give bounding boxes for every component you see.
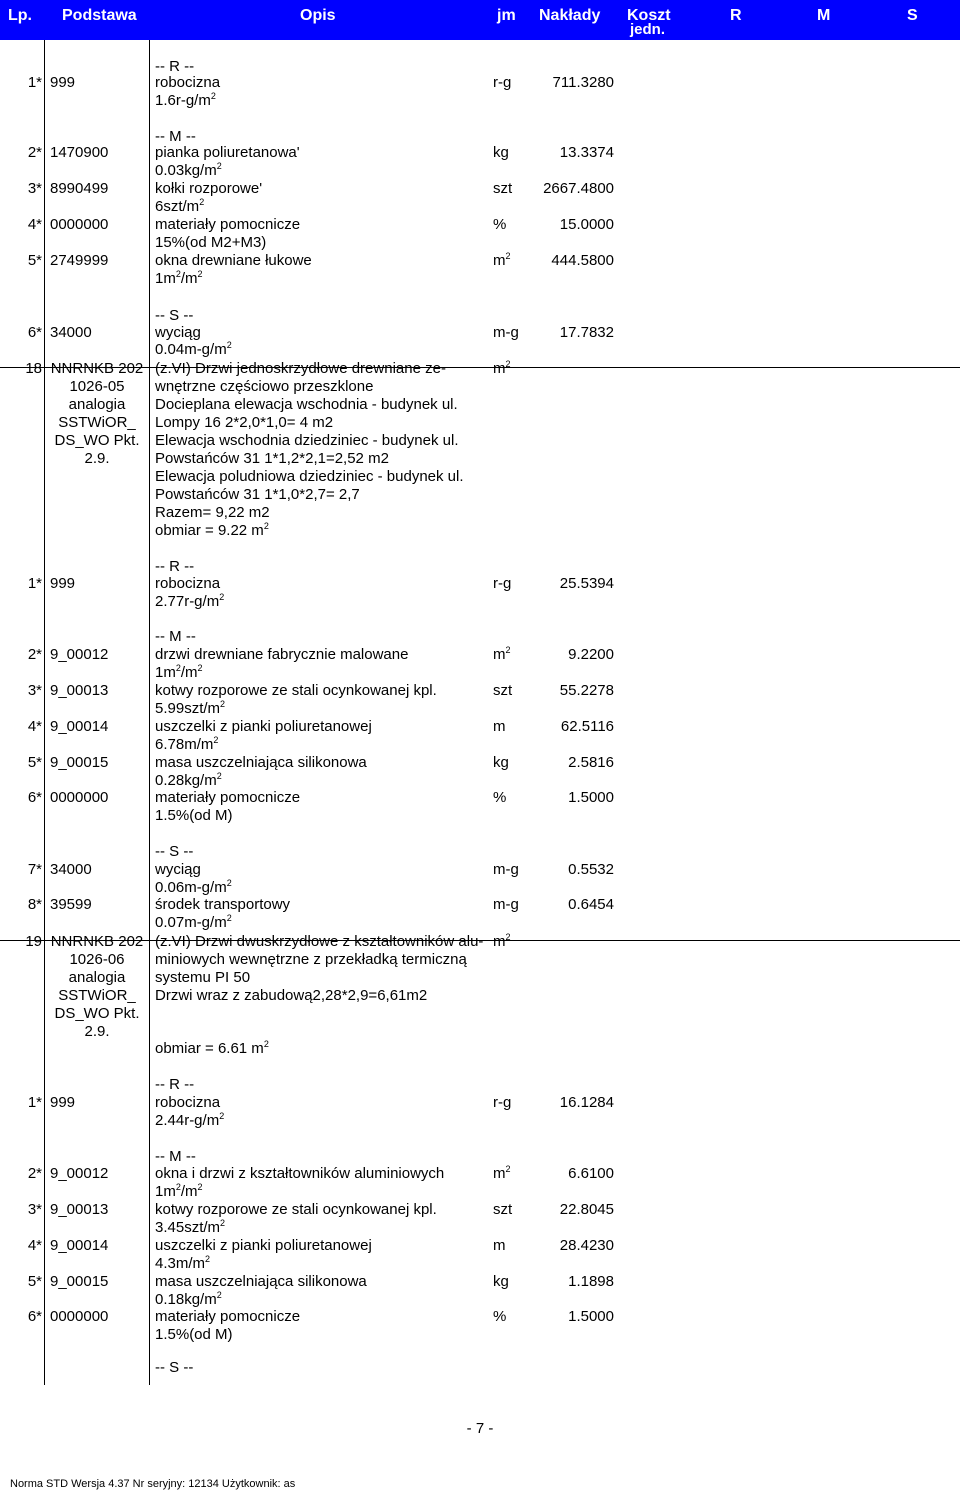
footer-info: Norma STD Wersja 4.37 Nr seryjny: 12134 Użytkownik: as bbox=[10, 1478, 296, 1490]
cell-lp: 2* bbox=[27, 646, 42, 663]
cell-jm: kg bbox=[493, 1273, 509, 1290]
cell-lp: 19 bbox=[25, 933, 42, 950]
cell-jm: m-g bbox=[493, 861, 519, 878]
cell-opis: -- R -- bbox=[155, 58, 195, 75]
cell-naklady: 1.5000 bbox=[568, 1308, 614, 1325]
cell-lp: 7* bbox=[27, 861, 42, 878]
cell-podstawa: 9_00015 bbox=[50, 1273, 109, 1290]
cell-lp: 2* bbox=[27, 1165, 42, 1182]
cell-opis: -- S -- bbox=[155, 307, 194, 324]
cell-naklady: 1.5000 bbox=[568, 789, 614, 806]
cell-podstawa: 9_00013 bbox=[50, 1201, 109, 1218]
cell-jm: szt bbox=[493, 180, 513, 197]
cell-opis: $6.78m/m^2$ bbox=[155, 735, 219, 753]
cell-jm: $m^2$ bbox=[493, 359, 511, 377]
cell-opis: -- M -- bbox=[155, 628, 196, 645]
cell-opis: -- M -- bbox=[155, 1148, 196, 1165]
cell-naklady: 0.6454 bbox=[568, 896, 614, 913]
cell-opis: (z.VI) Drzwi dwuskrzydłowe z kształtowników alu- bbox=[155, 933, 484, 950]
cell-podstawa: 39599 bbox=[50, 896, 92, 913]
cell-lp: 3* bbox=[27, 682, 42, 699]
cell-opis: Docieplana elewacja wschodnia - budynek ul. bbox=[155, 396, 458, 413]
cell-opis: robocizna bbox=[155, 74, 221, 91]
cell-podstawa: 34000 bbox=[50, 861, 92, 878]
cell-naklady: 17.7832 bbox=[559, 324, 614, 341]
cell-opis: wnętrzne częściowo przeszklone bbox=[155, 378, 374, 395]
header-jm: jm bbox=[497, 7, 516, 24]
page-number: - 7 - bbox=[466, 1420, 494, 1437]
cell-lp: 2* bbox=[27, 144, 42, 161]
cell-opis: 1.5%(od M) bbox=[155, 807, 233, 824]
cell-opis: materiały pomocnicze bbox=[155, 789, 301, 806]
cell-opis: -- R -- bbox=[155, 558, 195, 575]
cell-opis: wyciąg bbox=[155, 324, 201, 341]
cell-podstawa: SSTWiOR_ bbox=[58, 414, 136, 431]
cell-jm: $m^2$ bbox=[493, 645, 511, 663]
cell-opis: Powstańców 31 1*1,2*2,1=2,52 m2 bbox=[155, 450, 389, 467]
cell-podstawa: 0000000 bbox=[50, 789, 109, 806]
cell-naklady: 444.5800 bbox=[551, 252, 614, 269]
cell-jm: % bbox=[493, 1308, 507, 1325]
cell-podstawa: 9_00015 bbox=[50, 754, 109, 771]
cell-jm: m-g bbox=[493, 896, 519, 913]
cell-lp: 6* bbox=[27, 324, 42, 341]
cell-podstawa: 1026-06 bbox=[69, 951, 125, 968]
cell-opis: -- R -- bbox=[155, 1076, 195, 1093]
header-r: R bbox=[730, 7, 742, 24]
cell-opis: kotwy rozporowe ze stali ocynkowanej kpl. bbox=[155, 682, 437, 699]
cell-opis: masa uszczelniająca silikonowa bbox=[155, 1273, 367, 1290]
cell-podstawa: 2.9. bbox=[84, 1023, 110, 1040]
cell-opis: $1m^2/m^2$ bbox=[155, 663, 203, 681]
cell-naklady: 16.1284 bbox=[559, 1094, 614, 1111]
cell-jm: szt bbox=[493, 1201, 513, 1218]
cell-opis: $0.06m-g/m^2$ bbox=[155, 878, 232, 896]
cell-podstawa: 1470900 bbox=[50, 144, 109, 161]
cell-opis: -- M -- bbox=[155, 128, 196, 145]
cell-lp: 5* bbox=[27, 1273, 42, 1290]
cell-podstawa: 9_00012 bbox=[50, 1165, 109, 1182]
cell-jm: m bbox=[493, 718, 506, 735]
cell-podstawa: 8990499 bbox=[50, 180, 109, 197]
cell-naklady: 25.5394 bbox=[559, 575, 614, 592]
cell-naklady: 15.0000 bbox=[559, 216, 614, 233]
header-naklady: Nakłady bbox=[539, 7, 601, 24]
cell-lp: 6* bbox=[27, 1308, 42, 1325]
cell-podstawa: 0000000 bbox=[50, 216, 109, 233]
cell-podstawa: analogia bbox=[68, 969, 126, 986]
cell-opis: wyciąg bbox=[155, 861, 201, 878]
cell-opis: Powstańców 31 1*1,0*2,7= 2,7 bbox=[155, 486, 360, 503]
cell-opis: $0.03kg/m^2$ bbox=[155, 161, 222, 179]
cell-opis: $4.3m/m^2$ bbox=[155, 1254, 211, 1272]
cell-naklady: 9.2200 bbox=[568, 646, 614, 663]
cell-jm: m-g bbox=[493, 324, 519, 341]
cell-naklady: 711.3280 bbox=[552, 74, 614, 91]
cell-jm: kg bbox=[493, 144, 509, 161]
cell-jm: $m^2$ bbox=[493, 1164, 511, 1182]
cell-lp: 1* bbox=[27, 575, 42, 592]
cell-opis: -- S -- bbox=[155, 1359, 194, 1376]
cell-podstawa: 2749999 bbox=[50, 252, 109, 269]
cell-podstawa: 999 bbox=[50, 74, 76, 91]
cell-opis: Razem= 9,22 m2 bbox=[155, 504, 270, 521]
cell-podstawa: 1026-05 bbox=[69, 378, 125, 395]
cell-opis: -- S -- bbox=[155, 843, 194, 860]
cell-jm: m bbox=[493, 1237, 506, 1254]
cell-opis: uszczelki z pianki poliuretanowej bbox=[155, 718, 372, 735]
cell-opis: 1.5%(od M) bbox=[155, 1326, 233, 1343]
cell-opis: środek transportowy bbox=[155, 896, 291, 913]
cell-jm: r-g bbox=[493, 575, 512, 592]
cell-jm: % bbox=[493, 216, 507, 233]
cell-opis: systemu PI 50 bbox=[155, 969, 251, 986]
cell-opis: $1.6r-g/m^2$ bbox=[155, 91, 216, 109]
cell-opis: Lompy 16 2*2,0*1,0= 4 m2 bbox=[155, 414, 334, 431]
cell-opis: uszczelki z pianki poliuretanowej bbox=[155, 1237, 372, 1254]
cell-opis: $0.28kg/m^2$ bbox=[155, 771, 222, 789]
cell-lp: 6* bbox=[27, 789, 42, 806]
cell-podstawa: 2.9. bbox=[84, 450, 110, 467]
cell-lp: 5* bbox=[27, 252, 42, 269]
cell-jm: $m^2$ bbox=[493, 251, 511, 269]
cell-opis: Elewacja wschodnia dziedziniec - budynek ul. bbox=[155, 432, 459, 449]
cell-lp: 1* bbox=[27, 1094, 42, 1111]
header-m: M bbox=[817, 7, 831, 24]
cell-podstawa: 9_00014 bbox=[50, 1237, 109, 1254]
cell-opis: $0.18kg/m^2$ bbox=[155, 1290, 222, 1308]
cell-podstawa: 999 bbox=[50, 1094, 76, 1111]
cell-podstawa: 999 bbox=[50, 575, 76, 592]
cell-naklady: 13.3374 bbox=[559, 144, 614, 161]
cell-opis: Drzwi wraz z zabudową2,28*2,9=6,61m2 bbox=[155, 987, 428, 1004]
cell-naklady: 28.4230 bbox=[559, 1237, 614, 1254]
cell-lp: 18 bbox=[25, 360, 42, 377]
cell-opis: $2.44r-g/m^2$ bbox=[155, 1111, 225, 1129]
cell-opis: obmiar = 6.61 $m^2$ bbox=[155, 1039, 269, 1057]
cell-naklady: 62.5116 bbox=[560, 718, 614, 735]
cell-opis: okna drewniane łukowe bbox=[155, 252, 312, 269]
cell-opis: miniowych wewnętrzne z przekładką termiczną bbox=[155, 951, 467, 968]
cell-lp: 8* bbox=[27, 896, 42, 913]
cell-opis: materiały pomocnicze bbox=[155, 1308, 301, 1325]
cell-lp: 4* bbox=[27, 216, 42, 233]
cell-jm: kg bbox=[493, 754, 509, 771]
cell-lp: 3* bbox=[27, 1201, 42, 1218]
cell-opis: $0.04m-g/m^2$ bbox=[155, 340, 232, 358]
cell-podstawa: DS_WO Pkt. bbox=[54, 1005, 140, 1022]
cell-opis: $1m^2/m^2$ bbox=[155, 269, 203, 287]
table-header bbox=[0, 0, 960, 40]
cell-opis: drzwi drewniane fabrycznie malowane bbox=[155, 646, 409, 663]
cell-opis: materiały pomocnicze bbox=[155, 216, 301, 233]
cell-lp: 5* bbox=[27, 754, 42, 771]
cell-lp: 3* bbox=[27, 180, 42, 197]
cell-jm: $m^2$ bbox=[493, 932, 511, 950]
cell-podstawa: DS_WO Pkt. bbox=[54, 432, 140, 449]
cell-naklady: 0.5532 bbox=[568, 861, 614, 878]
cell-naklady: 2667.4800 bbox=[543, 180, 614, 197]
header-lp: Lp. bbox=[8, 7, 32, 24]
cell-opis: robocizna bbox=[155, 575, 221, 592]
cell-opis: 15%(od M2+M3) bbox=[155, 234, 267, 251]
column-divider bbox=[44, 40, 45, 1385]
cell-opis: okna i drzwi z kształtowników aluminiowych bbox=[155, 1165, 445, 1182]
cell-naklady: 55.2278 bbox=[559, 682, 614, 699]
header-opis: Opis bbox=[300, 7, 336, 24]
header-koszt-jedn: jedn. bbox=[630, 21, 666, 38]
cell-opis: kotwy rozporowe ze stali ocynkowanej kpl. bbox=[155, 1201, 437, 1218]
cell-opis: pianka poliuretanowa' bbox=[155, 144, 300, 161]
cell-podstawa: analogia bbox=[68, 396, 126, 413]
cell-opis: $2.77r-g/m^2$ bbox=[155, 592, 225, 610]
cell-opis: $5.99szt/m^2$ bbox=[155, 699, 226, 717]
cell-jm: r-g bbox=[493, 74, 512, 91]
cell-opis: masa uszczelniająca silikonowa bbox=[155, 754, 367, 771]
cell-jm: szt bbox=[493, 682, 513, 699]
cell-opis: Elewacja poludniowa dziedziniec - budynek ul. bbox=[155, 468, 464, 485]
cell-podstawa: 9_00013 bbox=[50, 682, 109, 699]
cell-podstawa: NNRNKB 202 bbox=[50, 360, 144, 377]
cell-opis: $0.07m-g/m^2$ bbox=[155, 913, 232, 931]
cell-opis: $6szt/m^2$ bbox=[155, 197, 205, 215]
cell-opis: obmiar = 9.22 $m^2$ bbox=[155, 521, 269, 539]
cell-naklady: 22.8045 bbox=[559, 1201, 614, 1218]
cell-podstawa: SSTWiOR_ bbox=[58, 987, 136, 1004]
cell-opis: $3.45szt/m^2$ bbox=[155, 1218, 226, 1236]
header-podstawa: Podstawa bbox=[62, 7, 137, 24]
cell-podstawa: 34000 bbox=[50, 324, 92, 341]
cell-podstawa: 9_00012 bbox=[50, 646, 109, 663]
header-koszt: Koszt bbox=[627, 7, 671, 24]
header-s: S bbox=[907, 7, 918, 24]
cell-naklady: 2.5816 bbox=[568, 754, 614, 771]
cell-jm: r-g bbox=[493, 1094, 512, 1111]
cell-podstawa: 9_00014 bbox=[50, 718, 109, 735]
cell-podstawa: 0000000 bbox=[50, 1308, 109, 1325]
cell-lp: 1* bbox=[27, 74, 42, 91]
cell-opis: kołki rozporowe' bbox=[155, 180, 263, 197]
cell-opis: $1m^2/m^2$ bbox=[155, 1182, 203, 1200]
cell-opis: robocizna bbox=[155, 1094, 221, 1111]
cell-opis: (z.VI) Drzwi jednoskrzydłowe drewniane ze- bbox=[155, 360, 446, 377]
cell-naklady: 6.6100 bbox=[568, 1165, 614, 1182]
column-divider bbox=[149, 40, 150, 1385]
cell-podstawa: NNRNKB 202 bbox=[50, 933, 144, 950]
cell-lp: 4* bbox=[27, 1237, 42, 1254]
cell-jm: % bbox=[493, 789, 507, 806]
cell-lp: 4* bbox=[27, 718, 42, 735]
cell-naklady: 1.1898 bbox=[568, 1273, 614, 1290]
